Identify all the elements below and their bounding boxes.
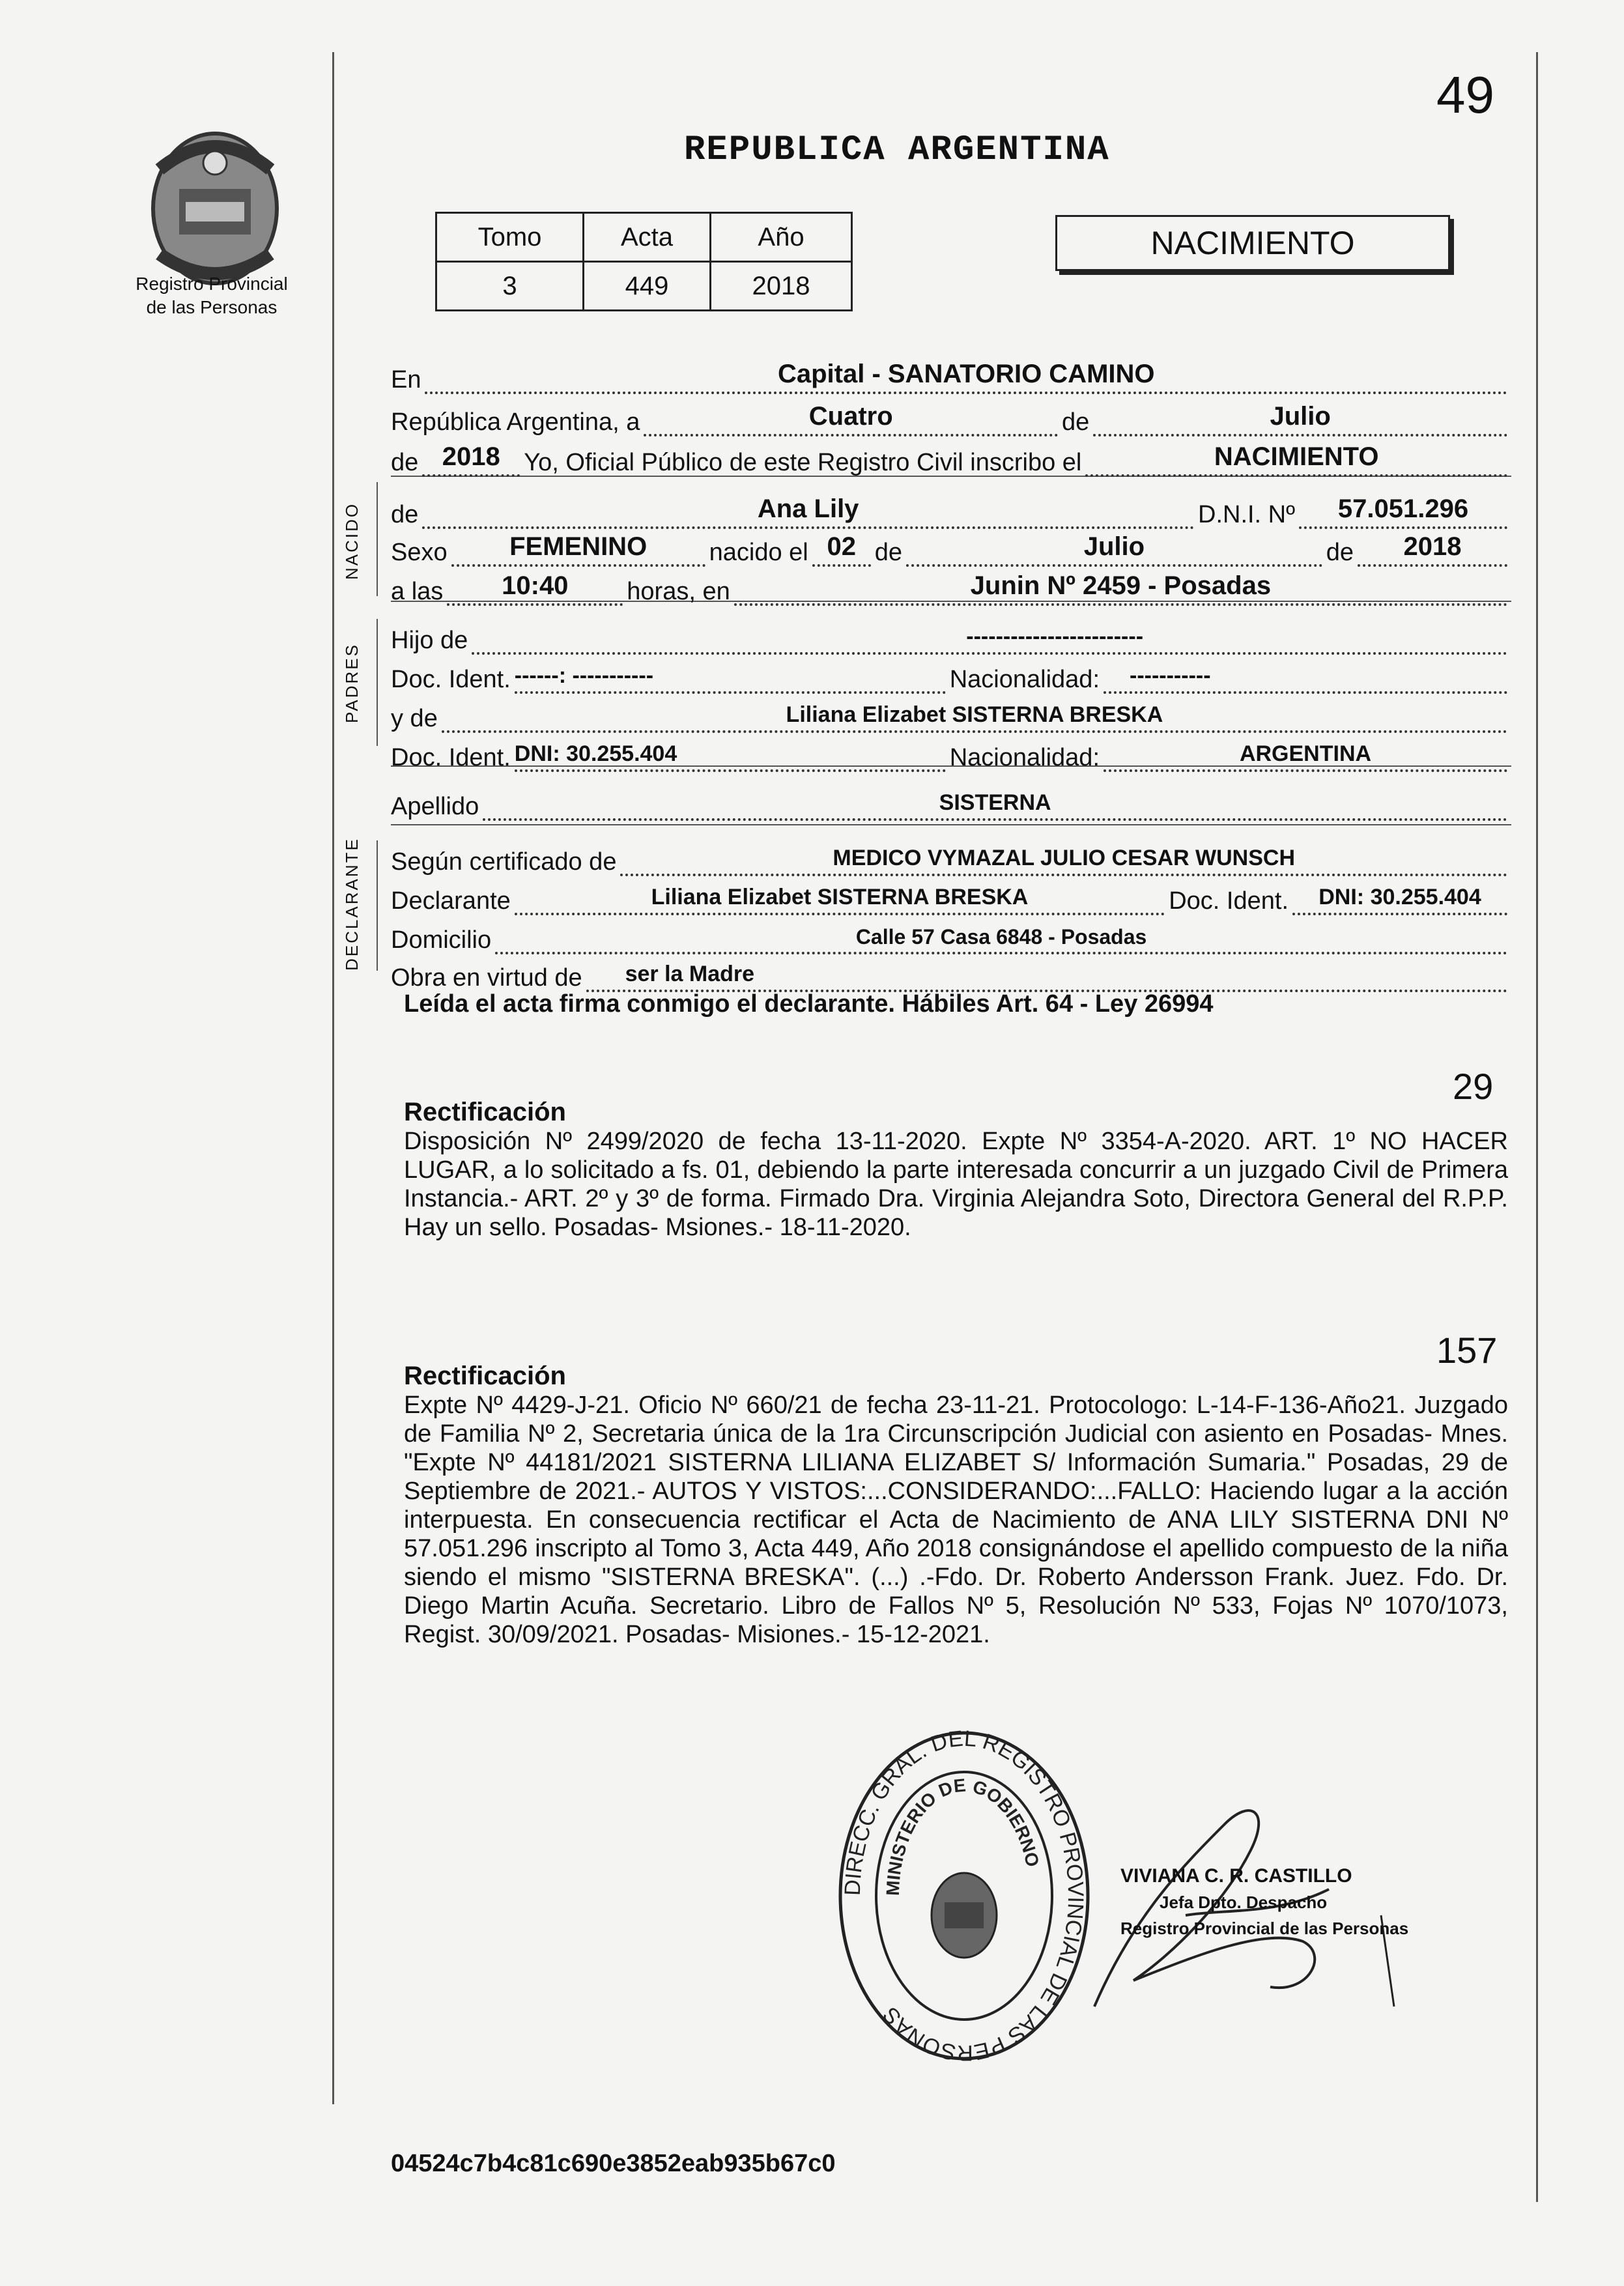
left-margin-line [332, 52, 334, 2104]
value-tomo: 3 [436, 262, 584, 311]
document-hash: 04524c7b4c81c690e3852eab935b67c0 [391, 2150, 836, 2177]
registration-year: 2018 [442, 442, 500, 471]
birth-month: Julio [1083, 532, 1145, 561]
inscription-type: NACIMIENTO [1214, 442, 1379, 471]
child-name: Ana Lily [757, 494, 859, 523]
registry-name: Registro Provincial de las Personas [135, 274, 288, 317]
mother-name: Liliana Elizabet SISTERNA BRESKA [786, 702, 1163, 727]
closing-note: Leída el acta firma conmigo el declarante. Hábiles Art. 64 - Ley 26994 [404, 990, 1214, 1018]
row-date: República Argentina, a Cuatro de Julio [391, 397, 1511, 436]
birth-day: 02 [827, 532, 856, 561]
birth-time: 10:40 [502, 571, 569, 600]
province-coat-of-arms-icon [134, 124, 296, 293]
row-mother: y de Liliana Elizabet SISTERNA BRESKA [391, 694, 1511, 733]
row-address: Domicilio Calle 57 Casa 6848 - Posadas [391, 915, 1511, 954]
rectification-number: 157 [1436, 1330, 1498, 1371]
header-acta: Acta [584, 213, 711, 262]
row-en: En Capital - SANATORIO CAMINO [391, 355, 1511, 394]
header-tomo: Tomo [436, 213, 584, 262]
certificate-by: MEDICO VYMAZAL JULIO CESAR WUNSCH [833, 846, 1296, 870]
child-sex: FEMENINO [509, 532, 648, 561]
child-dni: 57.051.296 [1337, 494, 1469, 523]
father-nationality: ----------- [1130, 663, 1211, 688]
rectification-body: Disposición Nº 2499/2020 de fecha 13-11-2020. Expte Nº 3354-A-2020. ART. 1º NO HACER LUGAR, a lo solicitado a fs. 01, debiendo la parte interesada concurrir a un juzgado Civil de Primera Instancia.- ART. 2º y 3º de forma. Firmado Dra. Virginia Alejandra Soto, Directora General del R.P.P. Hay un sello. Posadas- Msiones.- 18-11-2020. [404, 1128, 1508, 1241]
side-label-nacido: NACIDO [342, 502, 362, 580]
rectification-title: Rectificación [404, 1098, 566, 1126]
row-time: a las 10:40 horas, en Junin Nº 2459 - Posadas [391, 567, 1511, 606]
rectification-title: Rectificación [404, 1362, 566, 1390]
side-label-declarante: DECLARANTE [342, 837, 362, 971]
svg-text:MINISTERIO DE GOBIERNO: MINISTERIO DE GOBIERNO [882, 1775, 1043, 1896]
registration-month: Julio [1270, 402, 1331, 431]
registration-day: Cuatro [808, 402, 893, 431]
row-sexo: Sexo FEMENINO nacido el 02 de Julio de 2018 [391, 528, 1511, 567]
mother-nationality: ARGENTINA [1239, 741, 1372, 766]
mother-document: DNI: 30.255.404 [514, 741, 677, 766]
row-mother-doc: Doc. Ident. DNI: 30.255.404 Nacionalidad: ARGENTINA [391, 733, 1511, 772]
side-label-padres: PADRES [342, 643, 362, 723]
section-bracket [377, 482, 378, 596]
row-inscribe: de 2018 Yo, Oficial Público de este Registro Civil inscribo el NACIMIENTO [391, 438, 1511, 477]
relationship: ser la Madre [625, 962, 755, 986]
row-father-doc: Doc. Ident. ------: ----------- Nacionalidad: ----------- [391, 655, 1511, 694]
signatory-block: VIVIANA C. R. CASTILLO Jefa Dpto. Despacho Registro Provincial de las Personas [1120, 1865, 1409, 1938]
address: Calle 57 Casa 6848 - Posadas [855, 925, 1147, 949]
place-of-registration: Capital - SANATORIO CAMINO [777, 360, 1155, 388]
row-surname: Apellido SISTERNA [391, 782, 1511, 821]
value-anio: 2018 [711, 262, 852, 311]
rectification-body: Expte Nº 4429-J-21. Oficio Nº 660/21 de fecha 23-11-21. Protocologo: L-14-F-136-Año21. Juzgado de Familia Nº 2, Secretaria única de la 1ra Circunscripción Judicial con asiento en Posadas- Mnes. "Expte Nº 44181/2021 SISTERNA LILIANA ELIZABET S/ Información Sumaria." Posadas, 29 de Septiembre de 2021.- AUTOS Y VISTOS:...CONSIDERANDO:...FALLO: Haciendo lugar a la acción interpuesta. En consecuencia rectificar el Acta de Nacimiento de ANA LILY SISTERNA DNI Nº 57.051.296 inscripto al Tomo 3, Acta 449, Año 2018 consignándose el apellido compuesto de la niña siendo el mismo "SISTERNA BRESKA". (...) .-Fdo. Dr. Roberto Andersson Frank. Juez. Fdo. Dr. Diego Martin Acuña. Secretario. Libro de Fallos Nº 5, Resolución Nº 533, Fojas Nº 1070/1073, Regist. 30/09/2021. Posadas- Misiones.- 15-12-2021. [404, 1392, 1508, 1648]
father-name: ------------------------ [966, 624, 1144, 649]
country-title: REPUBLICA ARGENTINA [684, 130, 1110, 170]
section-bracket [377, 619, 378, 746]
row-by-virtue: Obra en virtud de ser la Madre [391, 953, 1511, 992]
value-acta: 449 [584, 262, 711, 311]
header-anio: Año [711, 213, 852, 262]
section-bracket [377, 840, 378, 971]
page-number: 49 [1436, 66, 1494, 124]
birth-place: Junin Nº 2459 - Posadas [970, 571, 1272, 600]
act-type-box: NACIMIENTO [1055, 215, 1450, 271]
right-margin-line [1536, 52, 1538, 2202]
row-name: de Ana Lily D.N.I. Nº 57.051.296 [391, 490, 1511, 529]
rectification-number: 29 [1453, 1066, 1494, 1107]
svg-text:DIRECC. GRAL. DEL REGISTRO PRO: DIRECC. GRAL. DEL REGISTRO PROVINCIAL DE LAS PERSONAS [840, 1726, 1089, 2065]
father-document: ------: ----------- [514, 663, 654, 688]
row-declarant: Declarante Liliana Elizabet SISTERNA BRESKA Doc. Ident. DNI: 30.255.404 [391, 876, 1511, 915]
birth-year: 2018 [1403, 532, 1462, 561]
row-father: Hijo de ------------------------ [391, 616, 1511, 655]
row-certificate: Según certificado de MEDICO VYMAZAL JULIO CESAR WUNSCH [391, 837, 1511, 876]
surname: SISTERNA [939, 790, 1051, 815]
reference-table [435, 212, 853, 311]
declarant-name: Liliana Elizabet SISTERNA BRESKA [651, 885, 1029, 909]
section-divider [391, 824, 1511, 825]
declarant-document: DNI: 30.255.404 [1318, 885, 1481, 909]
